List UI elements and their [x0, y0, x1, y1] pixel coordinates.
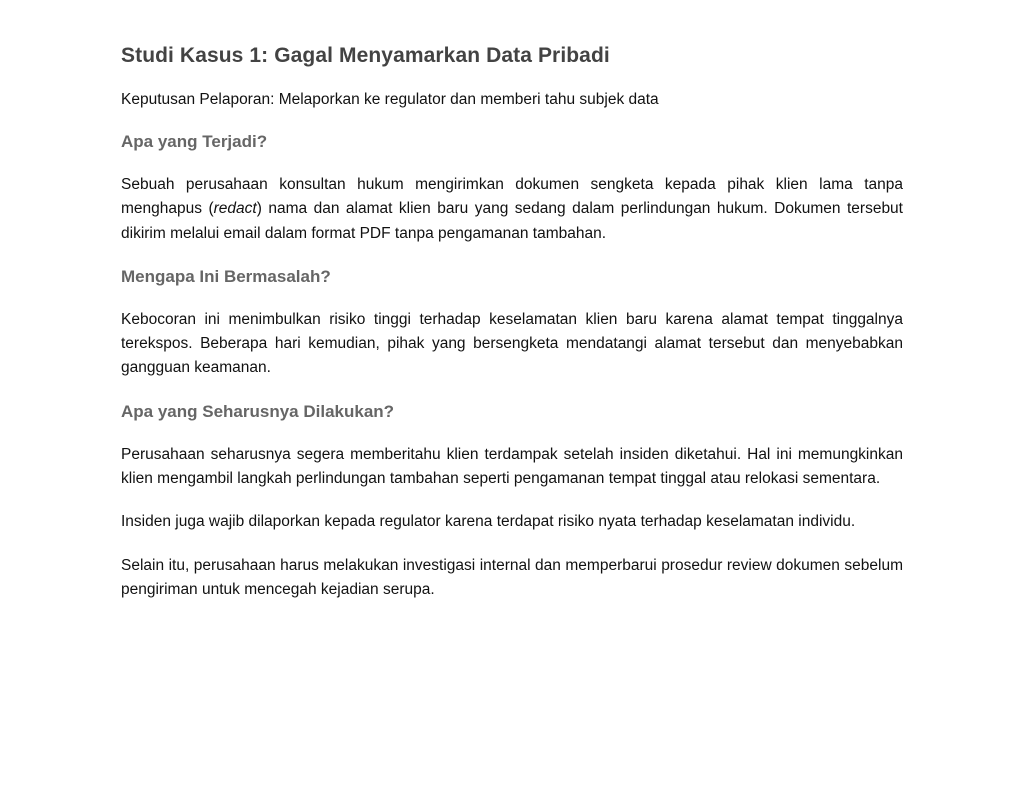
section-heading: Mengapa Ini Bermasalah? [121, 266, 331, 286]
section-heading: Apa yang Terjadi? [121, 132, 268, 151]
section-what-happened [121, 129, 903, 246]
section-paragraph: Selain itu, perusahaan harus melakukan investigasi internal dan memperbarui prosedur review dokumen sebelum pengiriman untuk mencegah kejadian serupa. [121, 556, 903, 598]
section-heading: Apa yang Seharusnya Dilakukan? [121, 401, 395, 421]
section-paragraph: Sebuah perusahaan konsultan hukum mengirimkan dokumen sengketa kepada pihak klien lama tanpa menghapus (redact) nama dan alamat klien baru yang sedang dalam perlindungan hukum. Dokumen tersebut dikirim melalui email dalam format PDF tanpa pengamanan tambahan. [121, 176, 903, 242]
reporting-decision: Keputusan Pelaporan: Melaporkan ke regulator dan memberi tahu subjek data [121, 91, 659, 108]
section-paragraph: Insiden juga wajib dilaporkan kepada regulator karena terdapat risiko nyata terhadap keselamatan individu. [121, 513, 856, 531]
section-why-problematic [121, 264, 903, 381]
document-page [121, 40, 903, 602]
section-what-should-be-done [121, 399, 903, 602]
document-title: Studi Kasus 1: Gagal Menyamarkan Data Pribadi [121, 44, 610, 67]
section-paragraph: Perusahaan seharusnya segera memberitahu klien terdampak setelah insiden diketahui. Hal ini memungkinkan klien mengambil langkah perlindungan tambahan seperti pengamanan tempat tinggal atau relokasi sementara. [121, 445, 903, 488]
section-paragraph: Kebocoran ini menimbulkan risiko tinggi terhadap keselamatan klien baru karena alamat tempat tinggalnya terekspos. Beberapa hari kemudian, pihak yang bersengketa mendatangi alamat tersebut dan menyebabkan gangguan keamanan. [121, 310, 903, 377]
italic-term: redact [213, 200, 257, 218]
